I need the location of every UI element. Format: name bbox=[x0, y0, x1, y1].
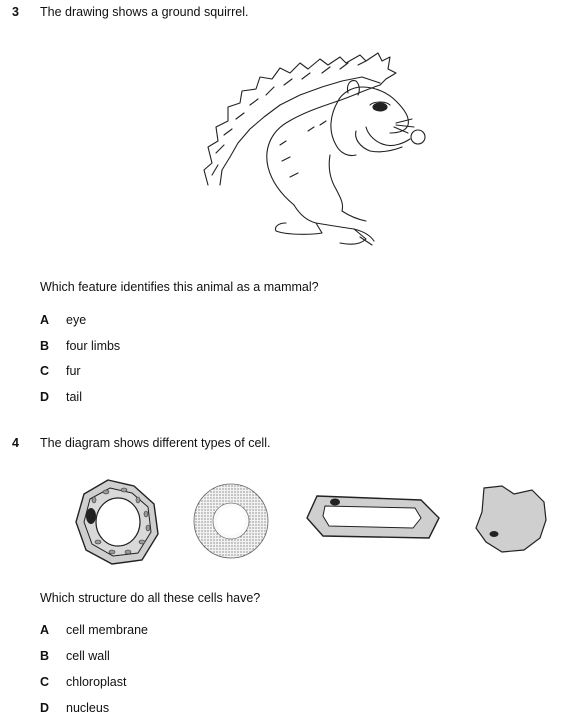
q3-option-c-text: fur bbox=[66, 364, 81, 378]
irregular-cell-diagram bbox=[472, 484, 550, 556]
q3-option-d-text: tail bbox=[66, 390, 82, 404]
q4-option-a-letter: A bbox=[40, 623, 50, 637]
elongated-cell-diagram bbox=[303, 492, 443, 544]
red-blood-cell-diagram bbox=[192, 482, 270, 560]
q4-option-c-letter: C bbox=[40, 675, 50, 689]
q3-option-b-letter: B bbox=[40, 339, 50, 353]
question-4-stem: The diagram shows different types of cell. bbox=[40, 436, 271, 450]
q3-option-a-letter: A bbox=[40, 313, 50, 327]
q4-option-b-letter: B bbox=[40, 649, 50, 663]
q4-option-d-letter: D bbox=[40, 701, 50, 715]
q3-option-b-text: four limbs bbox=[66, 339, 121, 353]
plant-cell-diagram bbox=[72, 476, 164, 568]
ground-squirrel-drawing bbox=[190, 35, 440, 260]
q3-option-d-letter: D bbox=[40, 390, 50, 404]
question-3-prompt: Which feature identifies this animal as a mammal? bbox=[40, 280, 319, 294]
q4-option-a-text: cell membrane bbox=[66, 623, 148, 637]
q3-option-c-letter: C bbox=[40, 364, 50, 378]
q4-option-b-text: cell wall bbox=[66, 649, 110, 663]
q4-option-c-text: chloroplast bbox=[66, 675, 127, 689]
question-3-number: 3 bbox=[12, 5, 19, 19]
question-4-prompt: Which structure do all these cells have? bbox=[40, 591, 261, 605]
question-4-number: 4 bbox=[12, 436, 19, 450]
q4-option-d-text: nucleus bbox=[66, 701, 110, 715]
question-3-stem: The drawing shows a ground squirrel. bbox=[40, 5, 249, 19]
q3-option-a-text: eye bbox=[66, 313, 87, 327]
